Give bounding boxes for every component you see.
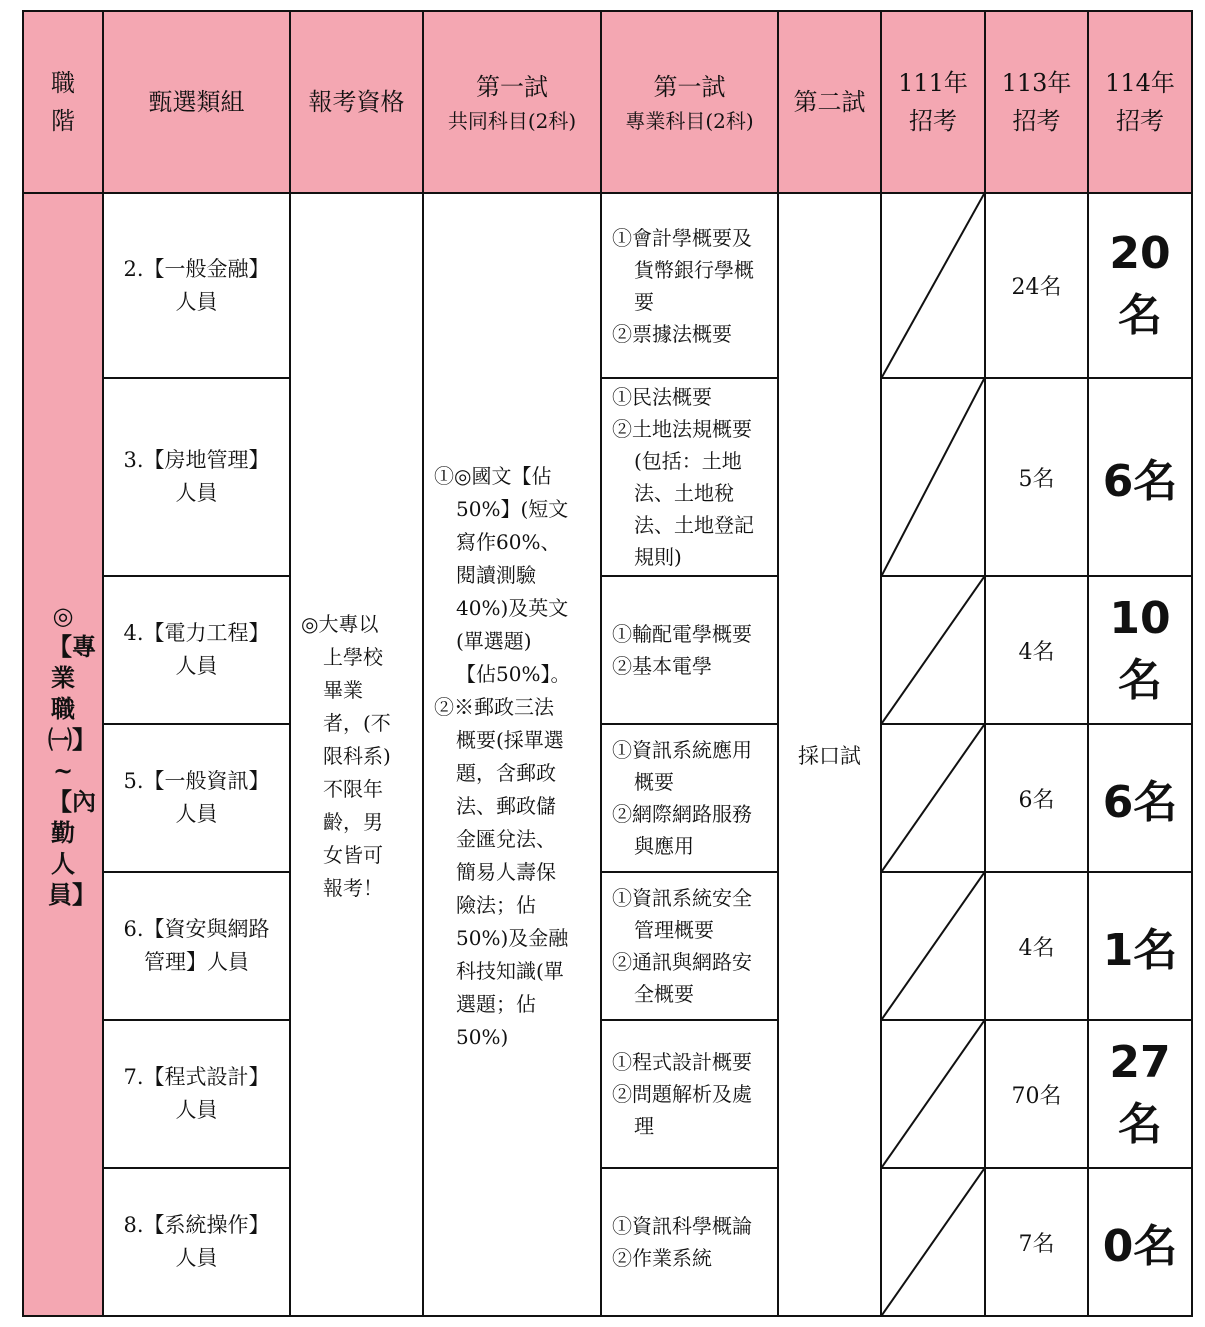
common-subject-line: 寫作60%、 (456, 530, 561, 554)
group-cell: 7.【程式設計】 人員 (103, 1020, 290, 1168)
oral-exam-cell: 採口試 (778, 193, 881, 1316)
table-row (23, 872, 1192, 1020)
header-qualification: 報考資格 (290, 11, 423, 193)
y113-count: 4名 (985, 576, 1088, 724)
qualification-line: ◎大專以 (301, 612, 379, 636)
y111-empty-cell (881, 724, 985, 872)
common-subject-line: 險法；佔 (456, 893, 536, 917)
common-subject-line: ①◎國文【佔 (434, 464, 552, 488)
common-subjects-cell (423, 193, 601, 1316)
y114-count: 6名 (1088, 724, 1192, 872)
header-y114: 114年招考 (1088, 11, 1192, 193)
diagonal-slash-icon (882, 194, 984, 377)
prof-subjects-cell: ①資訊系統應用概要 ②網際網路服務與應用 (601, 724, 778, 872)
recruitment-table (22, 10, 1193, 1317)
qualification-line: 齡，男 (323, 810, 383, 834)
prof-subjects-cell: ①資訊科學概論 ②作業系統 (601, 1168, 778, 1316)
y114-count: 6名 (1088, 378, 1192, 576)
qualification-line: 者，(不 (323, 711, 391, 735)
common-subject-line: 50%) (456, 1025, 509, 1049)
common-subject-line: 選題；佔 (456, 992, 536, 1016)
table-row (23, 378, 1192, 576)
y111-empty-cell (881, 576, 985, 724)
diagonal-slash-icon (882, 873, 984, 1019)
prof-subjects-cell: ①會計學概要及貨幣銀行學概要 ②票據法概要 (601, 193, 778, 378)
common-subject-line: 題，含郵政 (456, 761, 556, 785)
y113-count: 6名 (985, 724, 1088, 872)
qualification-line: 不限年 (323, 777, 383, 801)
y114-count: 20名 (1088, 193, 1192, 378)
y114-count: 1名 (1088, 872, 1192, 1020)
rank-cell: ◎【專業職㈠】~【內勤人員】 (23, 193, 103, 1316)
header-test1-prof: 第一試 專業科目(2科) (601, 11, 778, 193)
header-y111: 111年招考 (881, 11, 985, 193)
common-subject-line: 50%)及金融 (456, 926, 569, 950)
table-row (23, 576, 1192, 724)
qualification-line: 限科系) (323, 744, 391, 768)
prof-subjects-cell: ①資訊系統安全管理概要 ②通訊與網路安全概要 (601, 872, 778, 1020)
common-subject-line: (單選題) (456, 629, 532, 653)
qualification-line: 報考！ (323, 876, 383, 900)
header-test1-common: 第一試 共同科目(2科) (423, 11, 601, 193)
header-test2: 第二試 (778, 11, 881, 193)
common-subject-line: ②※郵政三法 (434, 695, 554, 719)
qualification-line: 上學校 (323, 645, 383, 669)
y114-count: 0名 (1088, 1168, 1192, 1316)
y113-count: 70名 (985, 1020, 1088, 1168)
diagonal-slash-icon (882, 1169, 984, 1315)
prof-subjects-cell: ①程式設計概要 ②問題解析及處理 (601, 1020, 778, 1168)
prof-subjects-cell: ①民法概要 ②土地法規概要(包括：土地法、土地稅法、土地登記規則) (601, 378, 778, 576)
table-row (23, 193, 1192, 378)
y111-empty-cell (881, 872, 985, 1020)
y111-empty-cell (881, 1168, 985, 1316)
y111-empty-cell (881, 193, 985, 378)
qualification-line: 女皆可 (323, 843, 383, 867)
table-row (23, 1168, 1192, 1316)
common-subject-line: 閱讀測驗 (456, 563, 536, 587)
diagonal-slash-icon (882, 1021, 984, 1167)
group-cell: 2.【一般金融】 人員 (103, 193, 290, 378)
header-row (23, 11, 1192, 193)
common-subject-line: 科技知識(單 (456, 959, 564, 983)
group-cell: 6.【資安與網路 管理】人員 (103, 872, 290, 1020)
table-row (23, 724, 1192, 872)
y111-empty-cell (881, 1020, 985, 1168)
common-subject-line: 40%)及英文 (456, 596, 569, 620)
y114-count: 10名 (1088, 576, 1192, 724)
group-cell: 4.【電力工程】 人員 (103, 576, 290, 724)
group-cell: 5.【一般資訊】 人員 (103, 724, 290, 872)
group-cell: 8.【系統操作】 人員 (103, 1168, 290, 1316)
y113-count: 4名 (985, 872, 1088, 1020)
common-subject-line: 金匯兌法、 (456, 827, 556, 851)
header-rank: 職階 (23, 11, 103, 193)
y111-empty-cell (881, 378, 985, 576)
y113-count: 24名 (985, 193, 1088, 378)
y113-count: 7名 (985, 1168, 1088, 1316)
qualification-line: 畢業 (323, 678, 363, 702)
diagonal-slash-icon (882, 725, 984, 871)
header-group: 甄選類組 (103, 11, 290, 193)
prof-subjects-cell: ①輸配電學概要 ②基本電學 (601, 576, 778, 724)
group-cell: 3.【房地管理】 人員 (103, 378, 290, 576)
common-subject-line: 50%】(短文 (456, 497, 569, 521)
common-subject-line: 【佔50%】。 (456, 662, 571, 686)
common-subject-line: 法、郵政儲 (456, 794, 556, 818)
qualification-cell (290, 193, 423, 1316)
common-subject-line: 概要(採單選 (456, 728, 564, 752)
diagonal-slash-icon (882, 379, 984, 575)
table-row (23, 1020, 1192, 1168)
diagonal-slash-icon (882, 577, 984, 723)
y113-count: 5名 (985, 378, 1088, 576)
y114-count: 27名 (1088, 1020, 1192, 1168)
common-subject-line: 簡易人壽保 (456, 860, 556, 884)
header-y113: 113年招考 (985, 11, 1088, 193)
